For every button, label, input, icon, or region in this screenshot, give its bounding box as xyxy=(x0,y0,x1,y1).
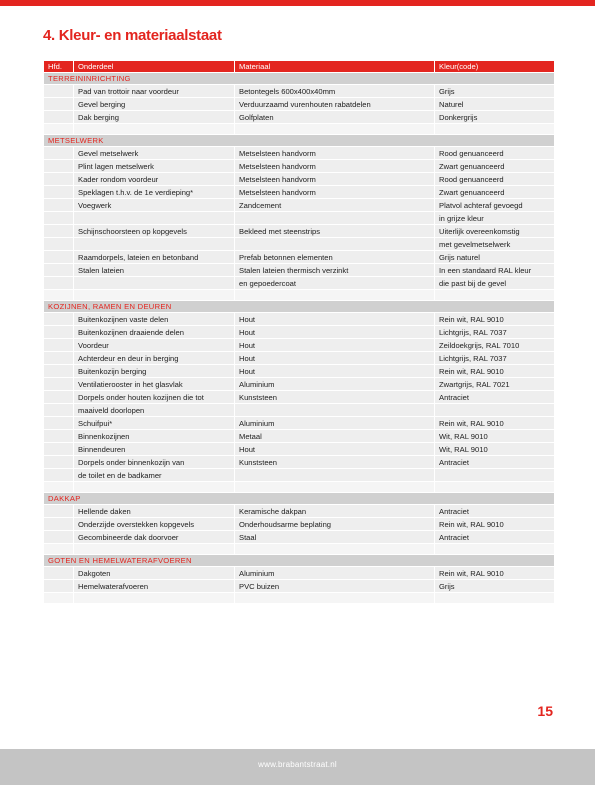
cell-kleur: Grijs xyxy=(435,85,555,98)
cell-materiaal: Zandcement xyxy=(235,199,435,212)
cell-materiaal: Aluminium xyxy=(235,378,435,391)
cell-hfd xyxy=(44,518,74,531)
table-header-row xyxy=(44,61,555,73)
cell-onderdeel: Achterdeur en deur in berging xyxy=(74,352,235,365)
cell-onderdeel: Dorpels onder houten kozijnen die tot xyxy=(74,391,235,404)
cell-onderdeel: Hemelwaterafvoeren xyxy=(74,580,235,593)
cell-onderdeel: Binnendeuren xyxy=(74,443,235,456)
section-label: METSELWERK xyxy=(44,135,555,147)
spacer-cell xyxy=(44,593,74,604)
table-row xyxy=(44,212,555,225)
cell-materiaal: Kunststeen xyxy=(235,456,435,469)
table-row xyxy=(44,186,555,199)
cell-materiaal: Verduurzaamd vurenhouten rabatdelen xyxy=(235,98,435,111)
section-header-row xyxy=(44,301,555,313)
cell-onderdeel: Gecombineerde dak doorvoer xyxy=(74,531,235,544)
cell-kleur: Antraciet xyxy=(435,531,555,544)
cell-onderdeel: Plint lagen metselwerk xyxy=(74,160,235,173)
cell-onderdeel: Raamdorpels, lateien en betonband xyxy=(74,251,235,264)
cell-kleur: Uiterlijk overeenkomstig xyxy=(435,225,555,238)
table-row xyxy=(44,98,555,111)
cell-hfd xyxy=(44,277,74,290)
spacer-cell xyxy=(235,482,435,493)
cell-hfd xyxy=(44,391,74,404)
spacer-cell xyxy=(235,124,435,135)
cell-hfd xyxy=(44,173,74,186)
cell-hfd xyxy=(44,505,74,518)
cell-materiaal: Hout xyxy=(235,326,435,339)
spacer-cell xyxy=(74,593,235,604)
table-row xyxy=(44,251,555,264)
cell-materiaal: Aluminium xyxy=(235,567,435,580)
cell-onderdeel: Onderzijde overstekken kopgevels xyxy=(74,518,235,531)
cell-hfd xyxy=(44,98,74,111)
table-row xyxy=(44,505,555,518)
cell-materiaal: en gepoedercoat xyxy=(235,277,435,290)
table-row xyxy=(44,277,555,290)
cell-onderdeel: maaiveld doorlopen xyxy=(74,404,235,417)
cell-kleur: Lichtgrijs, RAL 7037 xyxy=(435,352,555,365)
cell-onderdeel: Buitenkozijn berging xyxy=(74,365,235,378)
table-row xyxy=(44,160,555,173)
table-row xyxy=(44,225,555,238)
header-cell-onderdeel: Onderdeel xyxy=(74,61,235,73)
spacer-cell xyxy=(435,124,555,135)
cell-materiaal xyxy=(235,238,435,251)
cell-materiaal: Prefab betonnen elementen xyxy=(235,251,435,264)
table-row xyxy=(44,111,555,124)
spacer-cell xyxy=(435,593,555,604)
cell-kleur: Naturel xyxy=(435,98,555,111)
table-row xyxy=(44,238,555,251)
cell-hfd xyxy=(44,147,74,160)
cell-onderdeel: Gevel berging xyxy=(74,98,235,111)
cell-materiaal: Metselsteen handvorm xyxy=(235,160,435,173)
cell-kleur: Rein wit, RAL 9010 xyxy=(435,417,555,430)
cell-materiaal: Onderhoudsarme beplating xyxy=(235,518,435,531)
cell-materiaal: PVC buizen xyxy=(235,580,435,593)
header-cell-kleur: Kleur(code) xyxy=(435,61,555,73)
spacer-cell xyxy=(435,544,555,555)
cell-hfd xyxy=(44,567,74,580)
cell-onderdeel: Stalen lateien xyxy=(74,264,235,277)
cell-kleur: Antraciet xyxy=(435,505,555,518)
table-row xyxy=(44,173,555,186)
cell-onderdeel: Buitenkozijnen vaste delen xyxy=(74,313,235,326)
spacer-cell xyxy=(74,482,235,493)
spacer-cell xyxy=(44,544,74,555)
cell-hfd xyxy=(44,430,74,443)
page-title: 4. Kleur- en materiaalstaat xyxy=(43,27,222,44)
cell-onderdeel: Pad van trottoir naar voordeur xyxy=(74,85,235,98)
cell-materiaal: Metselsteen handvorm xyxy=(235,147,435,160)
cell-kleur: Zeildoekgrijs, RAL 7010 xyxy=(435,339,555,352)
cell-hfd xyxy=(44,313,74,326)
spacer-row xyxy=(44,124,555,135)
cell-materiaal: Metselsteen handvorm xyxy=(235,186,435,199)
spacer-cell xyxy=(44,124,74,135)
cell-kleur: Antraciet xyxy=(435,456,555,469)
cell-materiaal: Hout xyxy=(235,443,435,456)
footer-url: www.brabantstraat.nl xyxy=(258,760,337,769)
cell-onderdeel: Speklagen t.h.v. de 1e verdieping* xyxy=(74,186,235,199)
cell-kleur: Rood genuanceerd xyxy=(435,173,555,186)
cell-materiaal xyxy=(235,469,435,482)
cell-kleur: in grijze kleur xyxy=(435,212,555,225)
cell-kleur: die past bij de gevel xyxy=(435,277,555,290)
cell-materiaal: Hout xyxy=(235,313,435,326)
cell-onderdeel: Kader rondom voordeur xyxy=(74,173,235,186)
table-row xyxy=(44,339,555,352)
table-row xyxy=(44,518,555,531)
cell-onderdeel: Buitenkozijnen draaiende delen xyxy=(74,326,235,339)
cell-kleur: Wit, RAL 9010 xyxy=(435,430,555,443)
material-table xyxy=(43,60,555,604)
section-header-row xyxy=(44,555,555,567)
section-label: GOTEN EN HEMELWATERAFVOEREN xyxy=(44,555,555,567)
table-row xyxy=(44,365,555,378)
cell-hfd xyxy=(44,531,74,544)
table-row xyxy=(44,469,555,482)
spacer-cell xyxy=(435,482,555,493)
cell-hfd xyxy=(44,326,74,339)
cell-materiaal: Metaal xyxy=(235,430,435,443)
cell-kleur: Donkergrijs xyxy=(435,111,555,124)
spacer-cell xyxy=(235,593,435,604)
cell-kleur: Lichtgrijs, RAL 7037 xyxy=(435,326,555,339)
spacer-row xyxy=(44,482,555,493)
cell-onderdeel: Dorpels onder binnenkozijn van xyxy=(74,456,235,469)
cell-kleur: Grijs xyxy=(435,580,555,593)
section-header-row xyxy=(44,73,555,85)
cell-onderdeel: Gevel metselwerk xyxy=(74,147,235,160)
cell-hfd xyxy=(44,339,74,352)
spacer-cell xyxy=(235,290,435,301)
top-accent-bar xyxy=(0,0,595,6)
cell-kleur: Zwart genuanceerd xyxy=(435,160,555,173)
cell-kleur: Rein wit, RAL 9010 xyxy=(435,313,555,326)
table-row xyxy=(44,430,555,443)
cell-hfd xyxy=(44,212,74,225)
table-row xyxy=(44,443,555,456)
table-row xyxy=(44,567,555,580)
table-row xyxy=(44,531,555,544)
cell-onderdeel: Dak berging xyxy=(74,111,235,124)
cell-kleur: Zwartgrijs, RAL 7021 xyxy=(435,378,555,391)
cell-onderdeel: de toilet en de badkamer xyxy=(74,469,235,482)
table-row xyxy=(44,326,555,339)
cell-onderdeel: Hellende daken xyxy=(74,505,235,518)
cell-kleur: Platvol achteraf gevoegd xyxy=(435,199,555,212)
section-label: DAKKAP xyxy=(44,493,555,505)
cell-hfd xyxy=(44,199,74,212)
cell-kleur: Zwart genuanceerd xyxy=(435,186,555,199)
cell-materiaal: Stalen lateien thermisch verzinkt xyxy=(235,264,435,277)
cell-onderdeel xyxy=(74,238,235,251)
cell-hfd xyxy=(44,417,74,430)
cell-kleur: In een standaard RAL kleur xyxy=(435,264,555,277)
cell-onderdeel: Voordeur xyxy=(74,339,235,352)
cell-materiaal: Aluminium xyxy=(235,417,435,430)
table-row xyxy=(44,352,555,365)
cell-hfd xyxy=(44,404,74,417)
cell-hfd xyxy=(44,443,74,456)
cell-materiaal: Betontegels 600x400x40mm xyxy=(235,85,435,98)
cell-onderdeel xyxy=(74,277,235,290)
cell-hfd xyxy=(44,456,74,469)
cell-kleur: Rood genuanceerd xyxy=(435,147,555,160)
cell-materiaal: Bekleed met steenstrips xyxy=(235,225,435,238)
spacer-cell xyxy=(435,290,555,301)
table-row xyxy=(44,264,555,277)
table-row xyxy=(44,313,555,326)
cell-onderdeel: Voegwerk xyxy=(74,199,235,212)
spacer-row xyxy=(44,290,555,301)
table-row xyxy=(44,417,555,430)
section-label: TERREININRICHTING xyxy=(44,73,555,85)
cell-hfd xyxy=(44,238,74,251)
cell-hfd xyxy=(44,111,74,124)
spacer-cell xyxy=(74,124,235,135)
cell-hfd xyxy=(44,352,74,365)
page-number: 15 xyxy=(537,703,553,719)
spacer-cell xyxy=(235,544,435,555)
cell-kleur: Antraciet xyxy=(435,391,555,404)
cell-kleur: Rein wit, RAL 9010 xyxy=(435,365,555,378)
cell-onderdeel: Ventilatierooster in het glasvlak xyxy=(74,378,235,391)
table-row xyxy=(44,85,555,98)
cell-kleur xyxy=(435,469,555,482)
cell-kleur: Rein wit, RAL 9010 xyxy=(435,567,555,580)
cell-kleur: Grijs naturel xyxy=(435,251,555,264)
cell-hfd xyxy=(44,378,74,391)
cell-onderdeel xyxy=(74,212,235,225)
cell-onderdeel: Binnenkozijnen xyxy=(74,430,235,443)
cell-hfd xyxy=(44,469,74,482)
cell-kleur: met gevelmetselwerk xyxy=(435,238,555,251)
table-row xyxy=(44,391,555,404)
cell-materiaal: Kunststeen xyxy=(235,391,435,404)
cell-hfd xyxy=(44,225,74,238)
table-row xyxy=(44,378,555,391)
spacer-row xyxy=(44,544,555,555)
section-label: KOZIJNEN, RAMEN EN DEUREN xyxy=(44,301,555,313)
cell-hfd xyxy=(44,85,74,98)
cell-onderdeel: Schijnschoorsteen op kopgevels xyxy=(74,225,235,238)
table-row xyxy=(44,199,555,212)
cell-materiaal xyxy=(235,404,435,417)
cell-hfd xyxy=(44,264,74,277)
cell-hfd xyxy=(44,365,74,378)
section-header-row xyxy=(44,135,555,147)
table-row xyxy=(44,147,555,160)
cell-materiaal: Hout xyxy=(235,339,435,352)
table-row xyxy=(44,456,555,469)
spacer-cell xyxy=(74,544,235,555)
header-cell-hfd: Hfd. xyxy=(44,61,74,73)
table-row xyxy=(44,580,555,593)
cell-hfd xyxy=(44,160,74,173)
cell-kleur: Rein wit, RAL 9010 xyxy=(435,518,555,531)
cell-materiaal: Metselsteen handvorm xyxy=(235,173,435,186)
table-row xyxy=(44,404,555,417)
cell-kleur xyxy=(435,404,555,417)
section-header-row xyxy=(44,493,555,505)
cell-materiaal: Hout xyxy=(235,365,435,378)
spacer-cell xyxy=(74,290,235,301)
cell-materiaal: Staal xyxy=(235,531,435,544)
spacer-row xyxy=(44,593,555,604)
cell-materiaal xyxy=(235,212,435,225)
cell-materiaal: Golfplaten xyxy=(235,111,435,124)
cell-hfd xyxy=(44,251,74,264)
cell-hfd xyxy=(44,580,74,593)
header-cell-materiaal: Materiaal xyxy=(235,61,435,73)
cell-materiaal: Keramische dakpan xyxy=(235,505,435,518)
cell-onderdeel: Schuifpui* xyxy=(74,417,235,430)
cell-onderdeel: Dakgoten xyxy=(74,567,235,580)
cell-hfd xyxy=(44,186,74,199)
spacer-cell xyxy=(44,482,74,493)
spacer-cell xyxy=(44,290,74,301)
cell-kleur: Wit, RAL 9010 xyxy=(435,443,555,456)
cell-materiaal: Hout xyxy=(235,352,435,365)
footer-bar xyxy=(0,749,595,785)
